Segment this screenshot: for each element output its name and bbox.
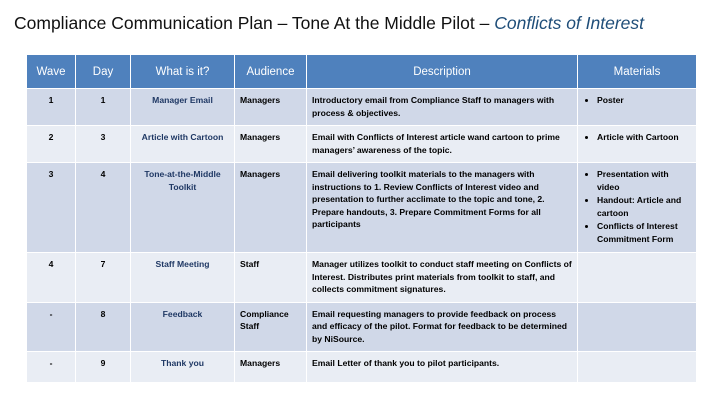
- title-topic: Conflicts of Interest: [494, 13, 645, 33]
- cell-audience: Managers: [235, 126, 307, 163]
- cell-description: Email Letter of thank you to pilot participants.: [307, 352, 578, 383]
- cell-materials: [578, 352, 697, 383]
- table-header-row: [27, 55, 697, 89]
- header-description: Description: [307, 55, 578, 89]
- materials-item: • Article with Cartoon: [597, 131, 691, 144]
- cell-wave: 2: [27, 126, 76, 163]
- materials-item: • Handout: Article and cartoon: [597, 194, 691, 219]
- header-day: Day: [76, 55, 131, 89]
- cell-what: Feedback: [131, 302, 235, 352]
- cell-day: 1: [76, 89, 131, 126]
- cell-wave: 1: [27, 89, 76, 126]
- header-materials: Materials: [578, 55, 697, 89]
- cell-audience: Compliance Staff: [235, 302, 307, 352]
- cell-day: 7: [76, 253, 131, 303]
- table-row: [27, 253, 697, 303]
- cell-what: Thank you: [131, 352, 235, 383]
- communication-plan-table: [26, 54, 697, 383]
- header-what: What is it?: [131, 55, 235, 89]
- table-row: [27, 163, 697, 253]
- cell-day: 8: [76, 302, 131, 352]
- cell-wave: -: [27, 302, 76, 352]
- cell-materials: [578, 163, 697, 253]
- cell-audience: Managers: [235, 89, 307, 126]
- cell-day: 3: [76, 126, 131, 163]
- header-audience: Audience: [235, 55, 307, 89]
- cell-materials: [578, 302, 697, 352]
- table-body: [27, 89, 697, 383]
- materials-list: [583, 131, 691, 144]
- materials-item: • Conflicts of Interest Commitment Form: [597, 220, 691, 245]
- cell-what: Staff Meeting: [131, 253, 235, 303]
- cell-materials: [578, 89, 697, 126]
- cell-description: Manager utilizes toolkit to conduct staff meeting on Conflicts of Interest. Distributes print materials from toolkit to staff, and collects commitment signatures.: [307, 253, 578, 303]
- cell-wave: -: [27, 352, 76, 383]
- cell-materials: [578, 126, 697, 163]
- cell-what: Tone-at-the-Middle Toolkit: [131, 163, 235, 253]
- cell-what: Manager Email: [131, 89, 235, 126]
- table-row: [27, 89, 697, 126]
- cell-description: Email delivering toolkit materials to the managers with instructions to 1. Review Conflicts of Interest video and presentation to further acclimate to the topic and tone, 2. Prepare handouts, 3. Prepare Commitment Forms for all participants: [307, 163, 578, 253]
- table-row: [27, 352, 697, 383]
- cell-materials: [578, 253, 697, 303]
- materials-item: • Poster: [597, 94, 691, 107]
- cell-day: 4: [76, 163, 131, 253]
- cell-wave: 3: [27, 163, 76, 253]
- table-row: [27, 302, 697, 352]
- title-main: Compliance Communication Plan – Tone At the Middle Pilot –: [14, 13, 490, 33]
- cell-audience: Staff: [235, 253, 307, 303]
- cell-audience: Managers: [235, 163, 307, 253]
- table-row: [27, 126, 697, 163]
- cell-what: Article with Cartoon: [131, 126, 235, 163]
- materials-item: • Presentation with video: [597, 168, 691, 193]
- cell-description: Email requesting managers to provide feedback on process and efficacy of the pilot. Format for feedback to be determined by NiSource.: [307, 302, 578, 352]
- materials-list: [583, 168, 691, 245]
- cell-description: Email with Conflicts of Interest article wand cartoon to prime managers’ awareness of the topic.: [307, 126, 578, 163]
- cell-description: Introductory email from Compliance Staff to managers with process & objectives.: [307, 89, 578, 126]
- cell-audience: Managers: [235, 352, 307, 383]
- cell-day: 9: [76, 352, 131, 383]
- header-wave: Wave: [27, 55, 76, 89]
- materials-list: [583, 94, 691, 107]
- page-title: [14, 13, 644, 34]
- cell-wave: 4: [27, 253, 76, 303]
